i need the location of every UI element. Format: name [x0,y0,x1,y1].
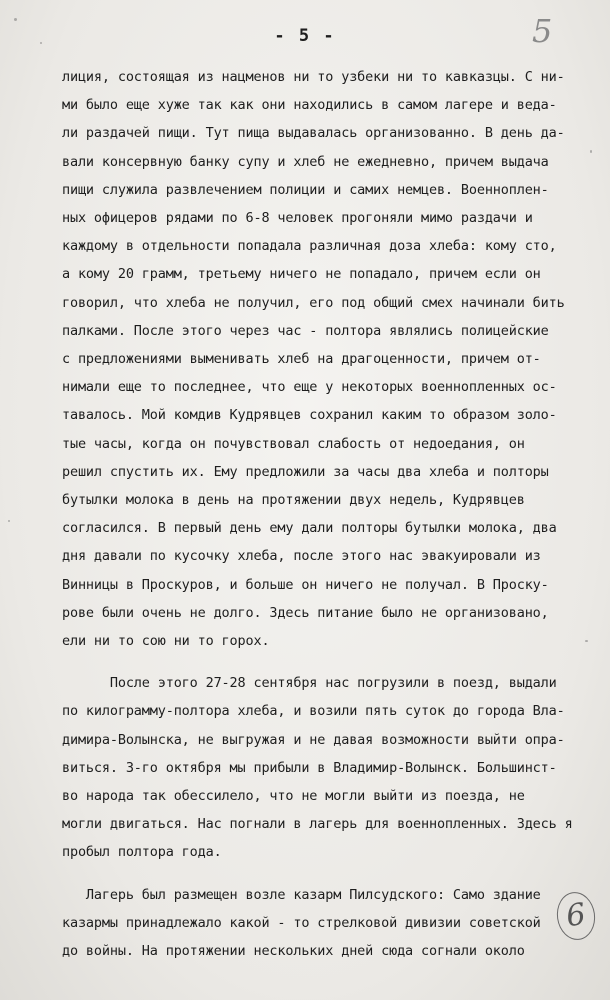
text-line: нимали еще то последнее, что еще у некоторых военнопленных ос- [62,379,557,396]
text-line: Винницы в Проскуров, и больше он ничего не получал. В Проску- [62,576,549,593]
text-line: лиция, состоящая из нацменов ни то узбеки ни то кавказцы. С ни- [62,69,565,85]
text-line: рове были очень не долго. Здесь питание было не организовано, [62,604,549,621]
text-line: до войны. На протяжении нескольких дней сюда согнали около [62,943,525,960]
handwritten-page-mark: 5 [532,12,553,50]
text-line: ми было еще хуже так как они находились в самом лагере и веда- [62,97,557,114]
paragraph [62,655,602,866]
text-line: тые часы, когда он почувствовал слабость от недоедания, он [62,435,525,452]
text-line: могли двигаться. Нас погнали в лагерь для военнопленных. Здесь я [62,816,573,833]
text-line: Лагерь был размещен возле казарм Пилсудского: Само здание [62,886,541,903]
text-line: пробыл полтора года. [62,844,222,861]
text-line: димира-Волынска, не выгружая и не давая возможности выйти опра- [62,731,565,748]
paragraph-gap [62,867,602,881]
text-line: во народа так обессилело, что не могли выйти из поезда, не [62,788,525,805]
text-line: вали консервную банку супу и хлеб не ежедневно, причем выдача [62,153,549,170]
text-line: пищи служила развлечением полиции и самих немцев. Военноплен- [62,181,549,198]
text-line: После этого 27-28 сентября нас погрузили в поезд, выдали [62,675,557,692]
text-line: по килограмму-полтора хлеба, и возили пять суток до города Вла- [62,703,565,720]
paper-speck [8,520,10,522]
text-line: казармы принадлежало какой - то стрелковой дивизии советской [62,914,541,931]
text-line: ли раздачей пищи. Тут пища выдавалась организованно. В день да- [62,125,565,142]
paper-speck [14,18,17,21]
text-line: бутылки молока в день на протяжении двух недель, Кудрявцев [62,492,525,509]
text-line: дня давали по кусочку хлеба, после этого нас эвакуировали из [62,548,541,565]
handwritten-circled-mark: 6 [554,890,598,943]
paragraph [62,867,602,966]
typewritten-text [62,63,602,965]
text-line: виться. 3-го октября мы прибыли в Владимир-Волынск. Большинст- [62,759,557,776]
text-line: палками. После этого через час - полтора являлись полицейские [62,322,549,339]
text-line: согласился. В первый день ему дали полторы бутылки молока, два [62,520,557,537]
text-line: с предложениями выменивать хлеб на драгоценности, причем от- [62,351,541,368]
paragraph [62,63,602,655]
text-line: решил спустить их. Ему предложили за часы два хлеба и полторы [62,463,549,480]
text-line: тавалось. Мой комдив Кудрявцев сохранил каким то образом золо- [62,407,557,424]
page-number: - 5 - [274,26,336,46]
text-line: говорил, что хлеба не получил, его под общий смех начинали бить [62,294,565,311]
text-line: каждому в отдельности попадала различная доза хлеба: кому сто, [62,238,557,255]
text-line: а кому 20 грамм, третьему ничего не попадало, причем если он [62,266,541,283]
text-line: ных офицеров рядами по 6-8 человек прогоняли мимо раздачи и [62,210,533,227]
text-line: ели ни то сою ни то горох. [62,633,270,650]
paragraph-gap [62,655,602,669]
